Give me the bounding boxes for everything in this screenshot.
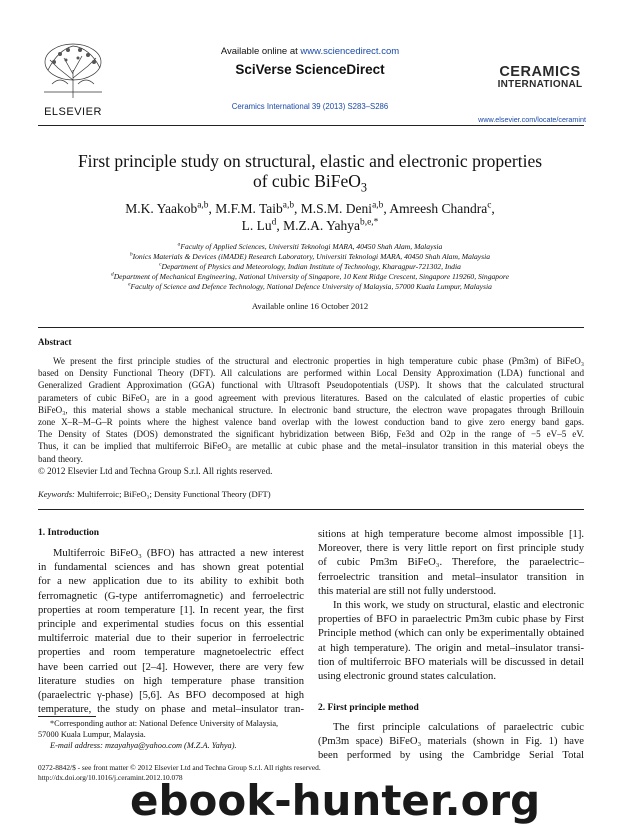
body-line: (paraelectric γ-phase) [5,6]. As BFO decomposed at high [38,690,304,702]
affiliation: $^c$Department of Physics and Meteorology, Indian Institute of Technology, Kharagpur-721302, India [159,261,461,271]
affiliation: $^a$Faculty of Applied Sciences, Universiti Teknologi MARA, 40450 Shah Alam, Malaysia [177,241,443,251]
body-line: at high temperature). The origin and metal–insulator transi- [318,642,584,654]
body-line: ferroelectric transition and metal–insulator transition in [318,571,584,583]
abstract-line: BiFeO₃, this material shows a stable mechanical structure. In electronic band structure, the electron wave propagates through Brillouin [38,404,584,415]
section1-heading: 1. Introduction [38,528,100,538]
body-line: been performed by using the Cambridge Serial Total [318,750,584,762]
keywords-text: Multiferroic; BiFeO₃; Density Functional Theory (DFT) [74,489,271,499]
body-line: literature studies on high temperature phase transition [38,675,304,687]
article-title [30,151,590,195]
abstract-line: Thus, it can be implied that multiferroic BiFeO₃ are metallic at cubic phase and the metal–insulator transition in this material obeys the [38,441,584,452]
abstract-line: Generalized Gradient Approximation (GGA) functional with Ultrasoft Pseudopotentials (USP). It shows that the calculated structural [38,380,584,391]
abstract-line: band theory. [38,453,83,464]
abstract-line: parameters of cubic BiFeO₃ are in a good agreement with previous literatures. Based on the calculated of elastic properties of cubic [38,392,584,403]
body-line: properties of BFO in paraelectric Pm3m cubic phase by First [318,614,584,626]
affiliations [30,242,590,292]
body-line: properties at room temperature [1]. In recent year, the first [38,604,304,616]
journal-citation[interactable]: Ceramics International 39 (2013) S283–S286 [231,102,389,111]
journal-logo-line2: INTERNATIONAL [497,79,583,90]
footnote-rule [38,716,96,717]
elsevier-tree-icon [38,40,108,100]
section2-text [318,721,584,764]
body-line: principle and experimental studies focus on this essential [38,619,304,631]
abstract-line: based on Density Functional Theory (DFT). All calculations are performed within Local Density Approximation (LDA) functional and [38,368,584,379]
author-name[interactable]: M.K. Yaakob [125,201,198,216]
footer-issn: 0272-8842/$ - see front matter © 2012 Elsevier Ltd and Techna Group S.r.l. All rights reserved. [38,763,321,772]
body-line: this material are still not fully understood. [318,585,496,597]
available-online-line: Available online at www.sciencedirect.com [220,46,400,57]
body-line: have been carried out [2–4]. However, there are very few [38,661,304,673]
abstract-copyright: © 2012 Elsevier Ltd and Techna Group S.r.l. All rights reserved. [38,465,273,476]
footnote [38,718,304,751]
author-name[interactable]: L. Lu [241,218,272,233]
body-line: of cubic Pm3m BiFeO₃. Therefore, the paraelectric– [318,557,584,569]
body-line: Principle method (which can only be experimentally obtained [318,628,584,640]
author-name[interactable]: Amreesh Chandra [389,201,488,216]
abstract-line: zone X–R–M–G–R points where the highest valence band overlap with the lowest conduction band to give zero energy band gaps. [38,417,584,428]
watermark: ebook-hunter.org [130,776,541,825]
elsevier-logo [38,40,108,118]
author-line1: M.K. Yaakob$^{a,b}$, M.F.M. Taib$^{a,b}$, M.S.M. Deni$^{a,b}$, Amreesh Chandra$^c$, [125,200,495,216]
author-name[interactable]: M.Z.A. Yahya [283,218,360,233]
affiliation: $^e$Faculty of Science and Defence Technology, National Defence University of Malaysia, 57000 Kuala Lumpur, Malaysia [128,281,492,291]
sciencedirect-link[interactable]: www.sciencedirect.com [300,46,400,57]
elsevier-wordmark: ELSEVIER [44,106,102,118]
author-list [30,200,590,234]
section2-heading: 2. First principle method [318,703,419,713]
keywords [38,489,271,499]
affiliation: $^b$Ionics Materials & Devices (iMADE) Research Laboratory, Universiti Teknologi MARA, 40450 Shah Alam, Malaysia [129,251,491,261]
body-line: In this work, we study on structural, elastic and electronic [333,600,584,612]
available-online-date: Available online 16 October 2012 [251,301,369,311]
body-line: Multiferroic BiFeO₃ (BFO) has attracted a new interest [53,548,304,559]
journal-logo-line1: CERAMICS [499,64,581,80]
body-line: using electronic ground states calculation. [318,671,496,683]
sciverse-brand: SciVerse ScienceDirect [235,62,385,77]
body-line: The first principle calculations of paraelectric cubic [333,722,584,733]
body-line: (Pm3m space) BiFeO₃ materials (shown in Fig. 1) have [318,736,584,748]
journal-url[interactable]: www.elsevier.com/locate/ceramint [478,115,586,124]
footnote-email: E-mail address: mzayahya@yahoo.com (M.Z.A. Yahya). [50,741,237,750]
body-line: temperature, the study on phase and metal–insulator tran- [38,704,304,716]
article-title-line2: of cubic BiFeO$_3$ [252,171,368,195]
abstract-line: The Density of States (DOS) demonstrated the significant hybridization between Bi6p, Fe3d and O2p in the range of −5 eV–5 eV. [38,429,584,440]
section1-right-text [318,528,584,684]
author-line2: L. Lu$^d$, M.Z.A. Yahya$^{b,e,*}$ [241,217,379,233]
body-line: for a new application due to its ability to exhibit both [38,576,304,588]
body-line: Moreover, there is very little report on first principle study [318,543,584,555]
abstract-heading: Abstract [38,337,72,347]
footnote-corresponding2: 57000 Kuala Lumpur, Malaysia. [38,730,146,739]
abstract-line: We present the first principle studies of the structural and electronic properties in high temperature cubic phase (Pm3m) of BiFeO₃ [53,356,584,366]
article-title-line1: First principle study on structural, elastic and electronic properties [77,151,543,171]
body-line: in fundamental sciences and has shown great potential [38,562,304,574]
journal-logo [490,64,590,90]
body-line: sitions at high temperature become almost impossible [1]. [318,529,584,540]
abstract-bottom-rule [38,509,584,510]
body-line: ferromagnetic (G-type antiferromagnetic) and ferroelectric [38,590,304,602]
keywords-label: Keywords: [38,489,75,499]
affiliation: $^d$Department of Mechanical Engineering, National University of Singapore, 10 Kent Ridge Crescent, Singapore 119260, Singapore [111,271,509,281]
abstract-top-rule [38,327,584,328]
author-name[interactable]: M.F.M. Taib [215,201,283,216]
footnote-corresponding: *Corresponding author at: National Defence University of Malaysia, [50,719,279,728]
header-rule [38,125,584,126]
abstract-body [38,355,584,477]
body-line: multiferroic material due to their superior in ferroelectric [38,633,304,645]
body-line: tion of multiferroic BFO materials will be discussed in detail [318,656,584,668]
section1-left-text [38,547,304,717]
footer-doi[interactable]: http://dx.doi.org/10.1016/j.ceramint.2012.10.078 [38,772,183,782]
body-line: properties and room temperature magnetoelectric effect [38,647,304,659]
author-name[interactable]: M.S.M. Deni [300,201,373,216]
